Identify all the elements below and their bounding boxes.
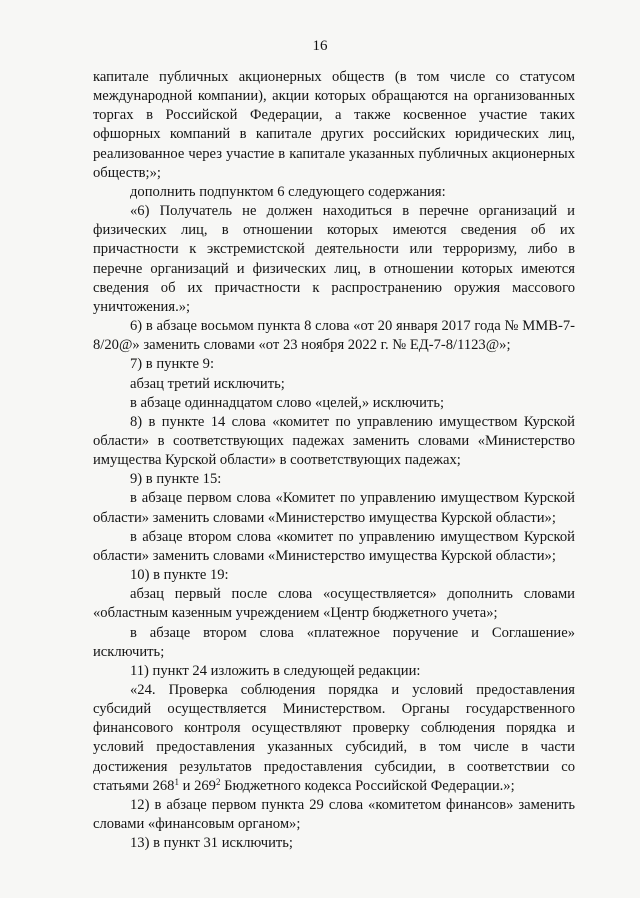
paragraph-10: в абзаце первом слова «Комитет по управлению имуществом Курской области» заменить словами «Министерство имущества Курской области»; — [93, 490, 575, 526]
paragraph-12: 10) в пункте 19: — [130, 567, 229, 584]
paragraph-8: 8) в пункте 14 слова «комитет по управлению имуществом Курской области» в соответствующих падежах заменить словами «Министерство имущества Курской области» в соответствующих падежах; — [93, 413, 575, 469]
paragraph-17: 12) в абзаце первом пункта 29 слова «комитетом финансов» заменить словами «финансовым органом»; — [93, 796, 575, 833]
paragraph-11: в абзаце втором слова «комитет по управлению имуществом Курской области» заменить словами «Министерство имущества Курской области»; — [93, 528, 575, 564]
superscript-2: 2 — [215, 776, 221, 787]
paragraph-5: 7) в пункте 9: — [130, 356, 215, 373]
page-number: 16 — [312, 38, 328, 54]
paragraph-13: абзац первый после слова «осуществляется» дополнить словами «областным казенным учреждением «Центр бюджетного учета»; — [93, 586, 575, 622]
paragraph-18: 13) в пункт 31 исключить; — [130, 835, 293, 852]
superscript-1: 1 — [174, 776, 179, 787]
paragraph-3: «6) Получатель не должен находиться в перечне организаций и физических лиц, в отношении которых имеются сведения об их причастности к экстремистской деятельности или терроризму, либо в перечне организаций и физических лиц, в отношении которых имеются сведения об их причастности к распространению оружия массового уничтожения.»; — [93, 203, 575, 315]
paragraph-6: абзац третий исключить; — [130, 375, 285, 392]
paragraph-16-tail: Бюджетного кодекса Российской Федерации.»; — [220, 777, 515, 794]
paragraph-16-mid: и 269 — [178, 777, 216, 794]
paragraph-14: в абзаце втором слова «платежное поручение и Соглашение» исключить; — [93, 624, 575, 660]
paragraph-9: 9) в пункте 15: — [130, 471, 222, 488]
paragraph-4: 6) в абзаце восьмом пункта 8 слова «от 20 января 2017 года № ММВ-7-8/20@» заменить словами «от 23 ноября 2022 г. № ЕД-7-8/1123@»; — [93, 318, 575, 354]
paragraph-16 — [93, 681, 575, 796]
paragraph-16-text: «24. Проверка соблюдения порядка и условий предоставления субсидий осуществляется Министерством. Органы государственного финансового контроля осуществляют проверку соблюдения порядка и условий предоставления указанных субсидий, в том числе в части достижения результатов предоставления субсидии, в соответствии со статьями 268 — [93, 682, 575, 794]
paragraph-2: дополнить подпунктом 6 следующего содержания: — [130, 183, 446, 200]
document-body — [93, 68, 575, 853]
paragraph-15: 11) пункт 24 изложить в следующей редакции: — [130, 662, 421, 679]
paragraph-7: в абзаце одиннадцатом слово «целей,» исключить; — [130, 394, 445, 411]
paragraph-1: капитале публичных акционерных обществ (в том числе со статусом международной компании), акции которых обращаются на организованных торгах в Российской Федерации, а также косвенное участие таких офшорных компаний в капитале других российских юридических лиц, реализованное через участие в капитале указанных публичных акционерных обществ;»; — [93, 69, 575, 181]
